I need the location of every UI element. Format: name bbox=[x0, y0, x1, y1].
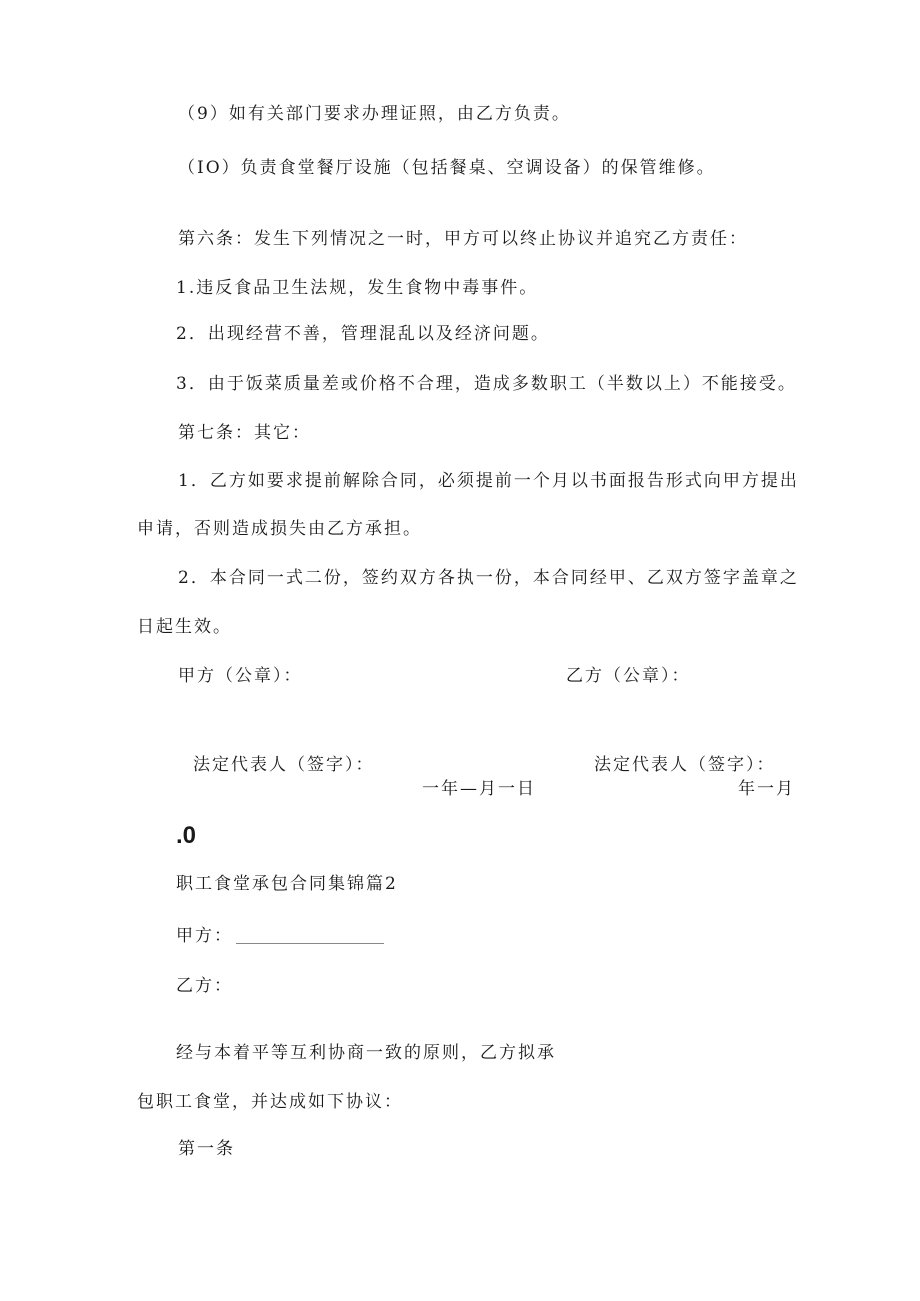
party-a-representative-label: 法定代表人（签字）： bbox=[193, 755, 375, 775]
article-6-heading: 第六条：发生下列情况之一时，甲方可以终止协议并追究乙方责任： bbox=[178, 229, 748, 249]
item-10: （IO）负责食堂餐厅设施（包括餐桌、空调设备）的保管维修。 bbox=[178, 158, 716, 178]
article-6-item-1: 1.违反食品卫生法规，发生食物中毒事件。 bbox=[176, 278, 539, 298]
party-b-representative-label: 法定代表人（签字）： bbox=[594, 755, 776, 775]
party-a-date: 一年—月一日 bbox=[422, 779, 536, 799]
intro-line-2: 包职工食堂，并达成如下协议： bbox=[137, 1092, 403, 1112]
article-7-item-1-line-1: 1．乙方如要求提前解除合同，必须提前一个月以书面报告形式向甲方提出 bbox=[178, 471, 799, 491]
party-a-seal-label: 甲方（公章）： bbox=[178, 666, 303, 686]
party-a-label: 甲方： bbox=[176, 926, 233, 946]
stray-mark: .0 bbox=[176, 822, 197, 849]
article-7-item-2-line-1: 2．本合同一式二份，签约双方各执一份，本合同经甲、乙双方签字盖章之 bbox=[178, 568, 799, 588]
item-9: （9）如有关部门要求办理证照，由乙方负责。 bbox=[178, 104, 571, 124]
article-6-item-2: 2．出现经营不善，管理混乱以及经济问题。 bbox=[176, 324, 550, 344]
article-1-heading: 第一条 bbox=[178, 1139, 235, 1159]
party-b-date: 年一月 bbox=[738, 779, 795, 799]
party-b-label: 乙方： bbox=[176, 976, 233, 996]
party-a-blank-line bbox=[236, 943, 384, 944]
article-7-item-1-line-2: 申请，否则造成损失由乙方承担。 bbox=[137, 519, 422, 539]
section-2-title: 职工食堂承包合同集锦篇2 bbox=[176, 874, 398, 894]
intro-line-1: 经与本着平等互利协商一致的原则，乙方拟承 bbox=[176, 1043, 556, 1063]
article-7-heading: 第七条：其它： bbox=[178, 423, 311, 443]
article-6-item-3: 3．由于饭菜质量差或价格不合理，造成多数职工（半数以上）不能接受。 bbox=[176, 374, 797, 394]
article-7-item-2-line-2: 日起生效。 bbox=[137, 617, 232, 637]
party-b-seal-label: 乙方（公章）： bbox=[566, 666, 691, 686]
